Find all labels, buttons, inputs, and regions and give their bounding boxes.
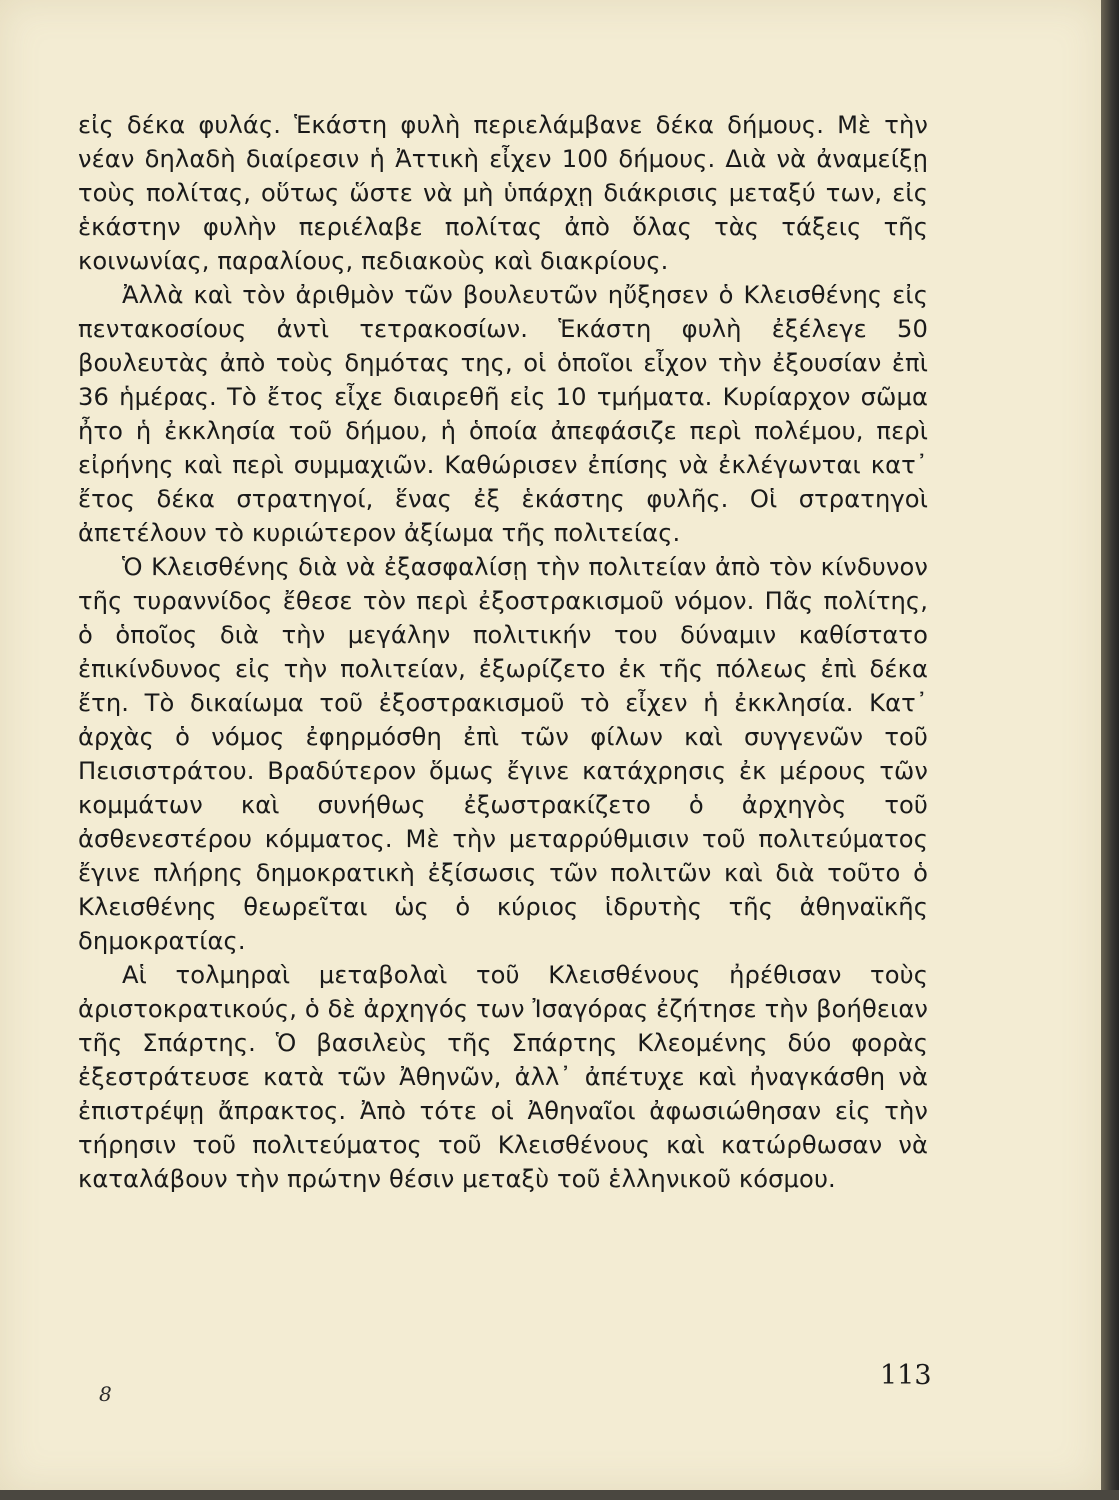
paragraph-3: Ὁ Κλεισθένης διὰ νὰ ἐξασφαλίσῃ τὴν πολιτείαν ἀπὸ τὸν κίνδυνον τῆς τυραννίδος ἔθεσε τὸν περὶ ἐξοστρακισμοῦ νόμον. Πᾶς πολίτης, ὁ ὁποῖος διὰ τὴν μεγάλην πολιτικήν του δύναμιν καθίστατο ἐπικίνδυνος εἰς τὴν πολιτείαν, ἐξωρίζετο ἐκ τῆς πόλεως ἐπὶ δέκα ἔτη. Τὸ δικαίωμα τοῦ ἐξοστρακισμοῦ τὸ εἶχεν ἡ ἐκκλησία. Κατ᾽ ἀρχὰς ὁ νόμος ἐφηρμόσθη ἐπὶ τῶν φίλων καὶ συγγενῶν τοῦ Πεισιστράτου. Βραδύτερον ὅμως ἔγινε κατάχρησις ἐκ μέρους τῶν κομμάτων καὶ συνήθως ἐξωστρακίζετο ὁ ἀρχηγὸς τοῦ ἀσθενεστέρου κόμματος. Μὲ τὴν μεταρρύθμισιν τοῦ πολιτεύματος ἔγινε πλήρης δημοκρατικὴ ἐξίσωσις τῶν πολιτῶν καὶ διὰ τοῦτο ὁ Κλεισθένης θεωρεῖται ὡς ὁ κύριος ἱδρυτὴς τῆς ἀθηναϊκῆς δημοκρατίας. [78, 553, 928, 955]
book-edge-bottom [0, 1490, 1119, 1500]
book-edge-right [1101, 0, 1119, 1500]
paragraph-2: Ἀλλὰ καὶ τὸν ἀριθμὸν τῶν βουλευτῶν ηὔξησεν ὁ Κλεισθένης εἰς πεντακοσίους ἀντὶ τετρακοσίων. Ἑκάστη φυλὴ ἐξέλεγε 50 βουλευτὰς ἀπὸ τοὺς δημότας της, οἱ ὁποῖοι εἶχον τὴν ἐξουσίαν ἐπὶ 36 ἡμέρας. Τὸ ἔτος εἶχε διαιρεθῆ εἰς 10 τμήματα. Κυρίαρχον σῶμα ἦτο ἡ ἐκκλησία τοῦ δήμου, ἡ ὁποία ἀπεφάσιζε περὶ πολέμου, περὶ εἰρήνης καὶ περὶ συμμαχιῶν. Καθώρισεν ἐπίσης νὰ ἐκλέγωνται κατ᾽ ἔτος δέκα στρατηγοί, ἕνας ἐξ ἑκάστης φυλῆς. Οἱ στρατηγοὶ ἀπετέλουν τὸ κυριώτερον ἀξίωμα τῆς πολιτείας. [78, 281, 928, 547]
page-number: 113 [880, 1360, 932, 1391]
paragraph-1: εἰς δέκα φυλάς. Ἑκάστη φυλὴ περιελάμβανε δέκα δήμους. Μὲ τὴν νέαν δηλαδὴ διαίρεσιν ἡ Ἀττικὴ εἶχεν 100 δήμους. Διὰ νὰ ἀναμείξῃ τοὺς πολίτας, οὕτως ὥστε νὰ μὴ ὑπάρχῃ διάκρισις μεταξύ των, εἰς ἑκάστην φυλὴν περιέλαβε πολίτας ἀπὸ ὅλας τὰς τάξεις τῆς κοινωνίας, παραλίους, πεδιακοὺς καὶ διακρίους. [78, 111, 928, 275]
signature-mark: 8 [99, 1382, 112, 1406]
paragraph-4: Αἱ τολμηραὶ μεταβολαὶ τοῦ Κλεισθένους ἠρέθισαν τοὺς ἀριστοκρατικούς, ὁ δὲ ἀρχηγός των Ἰσαγόρας ἐζήτησε τὴν βοήθειαν τῆς Σπάρτης. Ὁ βασιλεὺς τῆς Σπάρτης Κλεομένης δύο φορὰς ἐξεστράτευσε κατὰ τῶν Ἀθηνῶν, ἀλλ᾽ ἀπέτυχε καὶ ἠναγκάσθη νὰ ἐπιστρέψῃ ἄπρακτος. Ἀπὸ τότε οἱ Ἀθηναῖοι ἀφωσιώθησαν εἰς τὴν τήρησιν τοῦ πολιτεύματος τοῦ Κλεισθένους καὶ κατώρθωσαν νὰ καταλάβουν τὴν πρώτην θέσιν μεταξὺ τοῦ ἑλληνικοῦ κόσμου. [78, 961, 928, 1193]
body-text [78, 108, 928, 1196]
